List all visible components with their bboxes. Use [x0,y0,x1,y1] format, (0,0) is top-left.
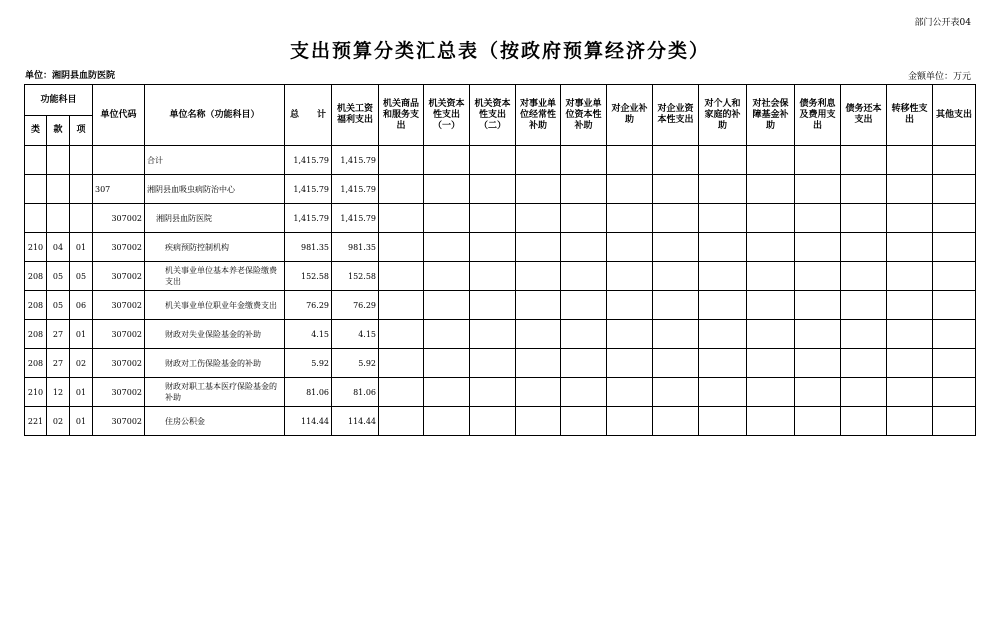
econ-cell [653,378,699,407]
econ-cell [699,146,747,175]
lei-header: 类 [25,116,47,146]
econ-cell [795,320,841,349]
salary-cell: 114.44 [332,407,379,436]
total-cell: 981.35 [285,233,332,262]
econ-cell [470,378,516,407]
econ-cell [379,175,424,204]
kuan-cell: 02 [47,407,70,436]
xiang-cell [70,204,93,233]
econ-header: 转移性支出 [887,85,933,146]
econ-header: 对事业单位资本性补助 [561,85,607,146]
econ-cell [424,291,470,320]
econ-cell [841,146,887,175]
econ-cell [516,349,561,378]
econ-cell [653,175,699,204]
econ-cell [841,175,887,204]
econ-cell [933,378,976,407]
econ-cell [795,175,841,204]
econ-cell [795,204,841,233]
econ-cell [379,233,424,262]
unit-code-cell: 307002 [93,349,145,378]
econ-cell [424,407,470,436]
kuan-cell: 05 [47,291,70,320]
kuan-header: 款 [47,116,70,146]
kuan-cell: 27 [47,349,70,378]
econ-cell [795,233,841,262]
unit-name-cell: 财政对职工基本医疗保险基金的补助 [145,378,285,407]
econ-cell [607,407,653,436]
lei-cell: 208 [25,262,47,291]
xiang-cell [70,175,93,204]
econ-header: 对企业资本性支出 [653,85,699,146]
kuan-cell: 04 [47,233,70,262]
econ-cell [747,175,795,204]
econ-cell [841,378,887,407]
salary-cell: 1,415.79 [332,146,379,175]
econ-cell [841,262,887,291]
amount-unit: 金额单位：万元 [907,72,971,82]
econ-cell [516,262,561,291]
econ-cell [516,291,561,320]
table-row [25,349,976,378]
kuan-cell: 27 [47,320,70,349]
unit-name-cell: 财政对失业保险基金的补助 [145,320,285,349]
total-cell: 4.15 [285,320,332,349]
total-cell: 76.29 [285,291,332,320]
econ-header: 对企业补助 [607,85,653,146]
econ-cell [699,233,747,262]
econ-cell [379,204,424,233]
econ-cell [795,349,841,378]
kuan-cell [47,146,70,175]
table-row [25,407,976,436]
unit-name-cell: 疾病预防控制机构 [145,233,285,262]
kuan-cell: 05 [47,262,70,291]
econ-cell [653,407,699,436]
econ-cell [795,146,841,175]
econ-cell [470,146,516,175]
econ-cell [561,349,607,378]
econ-cell [516,407,561,436]
table-row [25,262,976,291]
econ-cell [516,233,561,262]
econ-cell [699,378,747,407]
lei-cell [25,146,47,175]
lei-cell: 210 [25,378,47,407]
econ-cell [470,349,516,378]
table-row [25,233,976,262]
page-title: 支出预算分类汇总表（按政府预算经济分类） [289,40,710,62]
lei-cell: 221 [25,407,47,436]
econ-cell [470,407,516,436]
budget-table [24,84,976,436]
econ-cell [470,262,516,291]
xiang-cell: 01 [70,320,93,349]
unit-code-cell [93,146,145,175]
econ-cell [607,349,653,378]
econ-cell [933,407,976,436]
econ-cell [699,407,747,436]
lei-cell [25,175,47,204]
econ-cell [747,407,795,436]
econ-cell [887,349,933,378]
econ-cell [424,146,470,175]
econ-cell [607,233,653,262]
unit-label: 单位：湘阴县血防医院 [25,71,116,81]
econ-cell [933,320,976,349]
econ-cell [607,378,653,407]
lei-cell: 208 [25,349,47,378]
econ-cell [379,291,424,320]
econ-cell [516,175,561,204]
econ-cell [379,349,424,378]
table-row [25,291,976,320]
table-row [25,320,976,349]
econ-cell [379,262,424,291]
econ-header: 机关商品和服务支出 [379,85,424,146]
econ-cell [933,349,976,378]
unit-code-cell: 307002 [93,233,145,262]
salary-cell: 81.06 [332,378,379,407]
econ-cell [933,262,976,291]
func-subject-header: 功能科目 [25,85,93,116]
unit-code-header: 单位代码 [93,85,145,146]
econ-cell [699,320,747,349]
xiang-cell: 01 [70,378,93,407]
econ-header: 债务还本支出 [841,85,887,146]
unit-code-cell: 307002 [93,320,145,349]
econ-cell [561,378,607,407]
econ-cell [841,407,887,436]
total-header: 总 计 [285,85,332,146]
econ-cell [933,291,976,320]
lei-cell [25,204,47,233]
econ-header: 其他支出 [933,85,976,146]
xiang-cell: 01 [70,407,93,436]
unit-code-cell: 307002 [93,204,145,233]
econ-cell [516,204,561,233]
econ-header: 对社会保障基金补助 [747,85,795,146]
econ-cell [424,262,470,291]
econ-cell [424,378,470,407]
unit-name-cell: 机关事业单位基本养老保险缴费支出 [145,262,285,291]
econ-cell [887,262,933,291]
total-cell: 1,415.79 [285,146,332,175]
unit-name-cell: 湘阴县血吸虫病防治中心 [145,175,285,204]
econ-header: 对个人和家庭的补助 [699,85,747,146]
salary-cell: 1,415.79 [332,204,379,233]
econ-cell [887,233,933,262]
econ-cell [516,378,561,407]
econ-cell [470,233,516,262]
table-row [25,378,976,407]
total-cell: 152.58 [285,262,332,291]
econ-cell [747,291,795,320]
xiang-header: 项 [70,116,93,146]
econ-cell [841,320,887,349]
econ-cell [607,291,653,320]
unit-name-cell: 财政对工伤保险基金的补助 [145,349,285,378]
econ-cell [607,204,653,233]
econ-cell [841,233,887,262]
econ-cell [747,146,795,175]
econ-cell [887,204,933,233]
unit-name-cell: 住房公积金 [145,407,285,436]
econ-cell [653,233,699,262]
unit-code-cell: 307002 [93,291,145,320]
econ-cell [653,291,699,320]
econ-cell [379,407,424,436]
econ-cell [747,233,795,262]
econ-cell [841,204,887,233]
econ-cell [795,262,841,291]
econ-cell [747,349,795,378]
salary-cell: 5.92 [332,349,379,378]
econ-cell [841,349,887,378]
econ-cell [561,320,607,349]
salary-cell: 152.58 [332,262,379,291]
econ-cell [933,175,976,204]
econ-cell [379,320,424,349]
econ-cell [561,262,607,291]
salary-cell: 4.15 [332,320,379,349]
xiang-cell: 05 [70,262,93,291]
econ-header: 机关资本性支出（二） [470,85,516,146]
unit-code-cell: 307002 [93,407,145,436]
econ-cell [561,233,607,262]
econ-cell [653,349,699,378]
table-row [25,204,976,233]
econ-cell [424,204,470,233]
econ-cell [699,349,747,378]
econ-cell [561,407,607,436]
econ-cell [747,320,795,349]
econ-cell [887,378,933,407]
salary-cell: 76.29 [332,291,379,320]
econ-cell [561,175,607,204]
econ-cell [561,204,607,233]
unit-name-cell: 湘阴县血防医院 [145,204,285,233]
econ-cell [699,291,747,320]
xiang-cell [70,146,93,175]
econ-cell [516,146,561,175]
table-row [25,146,976,175]
table-row [25,175,976,204]
total-cell: 1,415.79 [285,204,332,233]
xiang-cell: 01 [70,233,93,262]
econ-cell [747,204,795,233]
econ-cell [887,407,933,436]
econ-cell [561,146,607,175]
total-cell: 114.44 [285,407,332,436]
total-cell: 5.92 [285,349,332,378]
unit-code-cell: 307002 [93,262,145,291]
kuan-cell [47,204,70,233]
econ-cell [653,204,699,233]
econ-cell [887,146,933,175]
econ-cell [887,291,933,320]
econ-cell [653,262,699,291]
econ-cell [795,407,841,436]
econ-cell [607,146,653,175]
kuan-cell [47,175,70,204]
econ-header: 债务利息及费用支出 [795,85,841,146]
econ-cell [699,262,747,291]
econ-cell [424,175,470,204]
econ-cell [653,146,699,175]
econ-cell [470,175,516,204]
econ-cell [470,204,516,233]
econ-cell [424,233,470,262]
econ-cell [561,291,607,320]
econ-cell [470,320,516,349]
lei-cell: 208 [25,320,47,349]
econ-cell [933,146,976,175]
lei-cell: 210 [25,233,47,262]
unit-code-cell: 307002 [93,378,145,407]
econ-cell [699,204,747,233]
econ-cell [795,378,841,407]
econ-header: 机关资本性支出（一） [424,85,470,146]
econ-cell [699,175,747,204]
xiang-cell: 06 [70,291,93,320]
econ-cell [747,378,795,407]
lei-cell: 208 [25,291,47,320]
econ-cell [653,320,699,349]
form-number: 部门公开表04 [914,18,971,28]
econ-cell [607,320,653,349]
unit-name-cell: 合计 [145,146,285,175]
econ-cell [379,146,424,175]
unit-name-cell: 机关事业单位职业年金缴费支出 [145,291,285,320]
econ-header: 机关工资福利支出 [332,85,379,146]
econ-cell [516,320,561,349]
unit-name-header: 单位名称（功能科目） [145,85,285,146]
econ-cell [424,349,470,378]
kuan-cell: 12 [47,378,70,407]
total-cell: 1,415.79 [285,175,332,204]
salary-cell: 981.35 [332,233,379,262]
xiang-cell: 02 [70,349,93,378]
salary-cell: 1,415.79 [332,175,379,204]
econ-cell [887,320,933,349]
econ-cell [424,320,470,349]
econ-cell [887,175,933,204]
econ-cell [747,262,795,291]
econ-cell [795,291,841,320]
econ-cell [470,291,516,320]
econ-cell [607,175,653,204]
econ-header: 对事业单位经常性补助 [516,85,561,146]
econ-cell [933,233,976,262]
total-cell: 81.06 [285,378,332,407]
econ-cell [933,204,976,233]
econ-cell [841,291,887,320]
econ-cell [379,378,424,407]
unit-code-cell: 307 [93,175,145,204]
econ-cell [607,262,653,291]
